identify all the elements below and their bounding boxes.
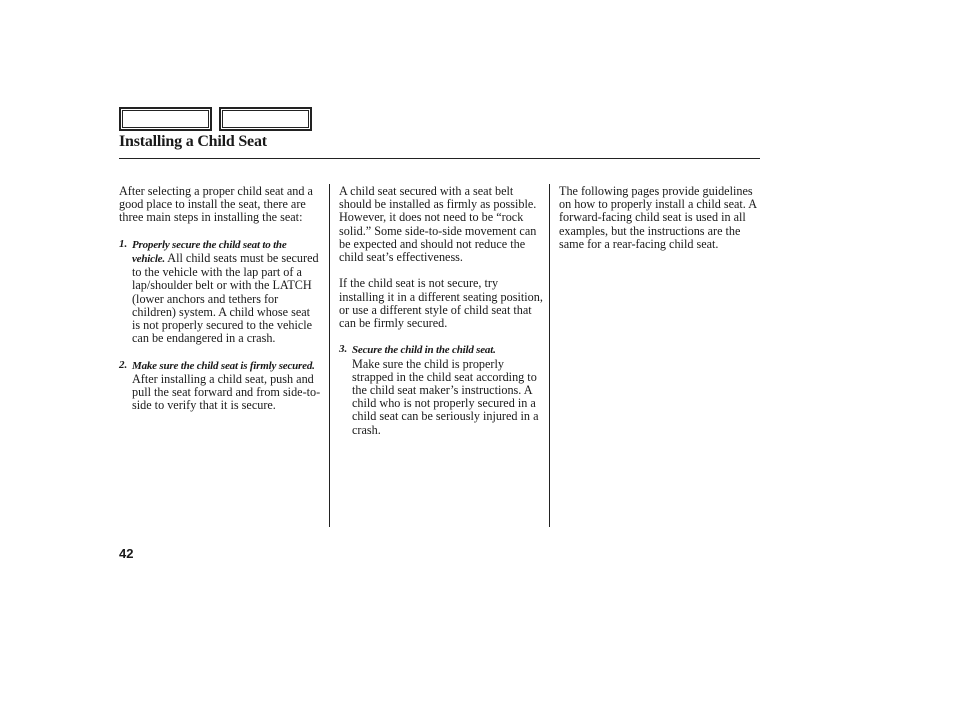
step-2-body: After installing a child seat, push and pull the seat forward and from side-to-side to verify that it is secure. [132, 371, 321, 413]
column-divider-2 [549, 184, 550, 527]
step-3-heading: Secure the child in the child seat. [352, 344, 496, 357]
step-1-body: All child seats must be secured to the vehicle with the lap part of a lap/shoulder belt or with the LATCH (lower anchors and tethers for children) system. A child whose seat is not properly secured to the vehicle can be endangered in a crash. [132, 251, 319, 346]
guidelines-paragraph: The following pages provide guidelines on how to properly install a child seat. A forward-facing child seat is used in all examples, but the instructions are the same for a rear-facing child seat. [559, 184, 757, 251]
title-rule [119, 158, 760, 159]
step-3-body: Make sure the child is properly strapped in the child seat according to the child seat maker’s instructions. A child who is not properly secured in a child seat can be seriously injured in a crash. [352, 356, 539, 437]
section-title: Installing a Child Seat [119, 133, 267, 150]
step-2 [119, 359, 321, 413]
step-2-number: 2. [119, 358, 128, 371]
column-divider-1 [329, 184, 330, 527]
nav-box-right[interactable] [219, 107, 312, 131]
page-number: 42 [119, 546, 134, 561]
not-secure-paragraph: If the child seat is not secure, try installing it in a different seating position, or use a different style of child seat that can be firmly secured. [339, 276, 543, 331]
step-3 [339, 343, 543, 436]
intro-paragraph: After selecting a proper child seat and a good place to install the seat, there are three main steps in installing the seat: [119, 184, 313, 225]
nav-box-left[interactable] [119, 107, 212, 131]
column-1 [119, 185, 321, 426]
column-2 [339, 185, 543, 450]
step-1-heading: Properly secure the child seat to the vehicle. [132, 238, 287, 265]
seatbelt-paragraph: A child seat secured with a seat belt should be installed as firmly as possible. However, it does not need to be “rock solid.” Some side-to-side movement can be expected and should not reduce the child seat’s effectiveness. [339, 184, 537, 265]
step-1 [119, 238, 321, 346]
step-1-number: 1. [119, 237, 128, 250]
step-3-number: 3. [339, 343, 348, 356]
step-2-heading: Make sure the child seat is firmly secured. [132, 359, 315, 372]
column-3 [559, 185, 757, 264]
